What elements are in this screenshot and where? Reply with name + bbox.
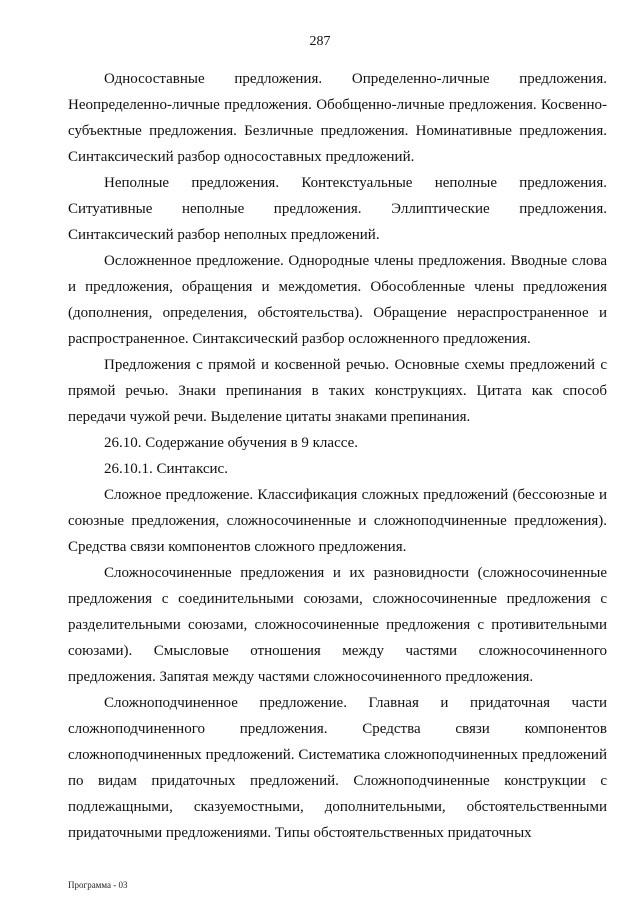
- section-heading-grade-9: 26.10. Содержание обучения в 9 классе.: [104, 435, 358, 451]
- document-body: [68, 66, 607, 846]
- subsection-heading-syntax: 26.10.1. Синтаксис.: [104, 461, 228, 477]
- paragraph-one-member-sentences: Односоставные предложения. Определенно-личные предложения. Неопределенно-личные предложения. Обобщенно-личные предложения. Косвенно-субъектные предложения. Безличные предложения. Номинативные предложения. Синтаксический разбор односоставных предложений.: [68, 71, 607, 165]
- paragraph-complex-sentence: Сложное предложение. Классификация сложных предложений (бессоюзные и союзные предложения, сложносочиненные и сложноподчиненные предложения). Средства связи компонентов сложного предложения.: [68, 487, 607, 555]
- page-footer: Программа - 03: [68, 880, 128, 890]
- paragraph-incomplete-sentences: Неполные предложения. Контекстуальные неполные предложения. Ситуативные неполные предложения. Эллиптические предложения. Синтаксический разбор неполных предложений.: [68, 175, 607, 243]
- page-number: 287: [309, 34, 331, 49]
- paragraph-complex-subordinate: Сложноподчиненное предложение. Главная и придаточная части сложноподчиненного предложения. Средства связи компонентов сложноподчиненных предложений. Систематика сложноподчиненных предложений по видам придаточных предложений. Сложноподчиненные конструкции с подлежащными, сказуемостными, дополнительными, обстоятельственными придаточными предложениями. Типы обстоятельственных придаточных: [68, 695, 607, 841]
- paragraph-complicated-sentence: Осложненное предложение. Однородные члены предложения. Вводные слова и предложения, обращения и междометия. Обособленные члены предложения (дополнения, определения, обстоятельства). Обращение нераспространенное и распространенное. Синтаксический разбор осложненного предложения.: [68, 253, 607, 347]
- paragraph-compound-sentences: Сложносочиненные предложения и их разновидности (сложносочиненные предложения с соединительными союзами, сложносочиненные предложения с разделительными союзами, сложносочиненные предложения с противительными союзами). Смысловые отношения между частями сложносочиненного предложения. Запятая между частями сложносочиненного предложения.: [68, 565, 607, 685]
- paragraph-direct-indirect-speech: Предложения с прямой и косвенной речью. Основные схемы предложений с прямой речью. Знаки препинания в таких конструкциях. Цитата как способ передачи чужой речи. Выделение цитаты знаками препинания.: [68, 357, 607, 425]
